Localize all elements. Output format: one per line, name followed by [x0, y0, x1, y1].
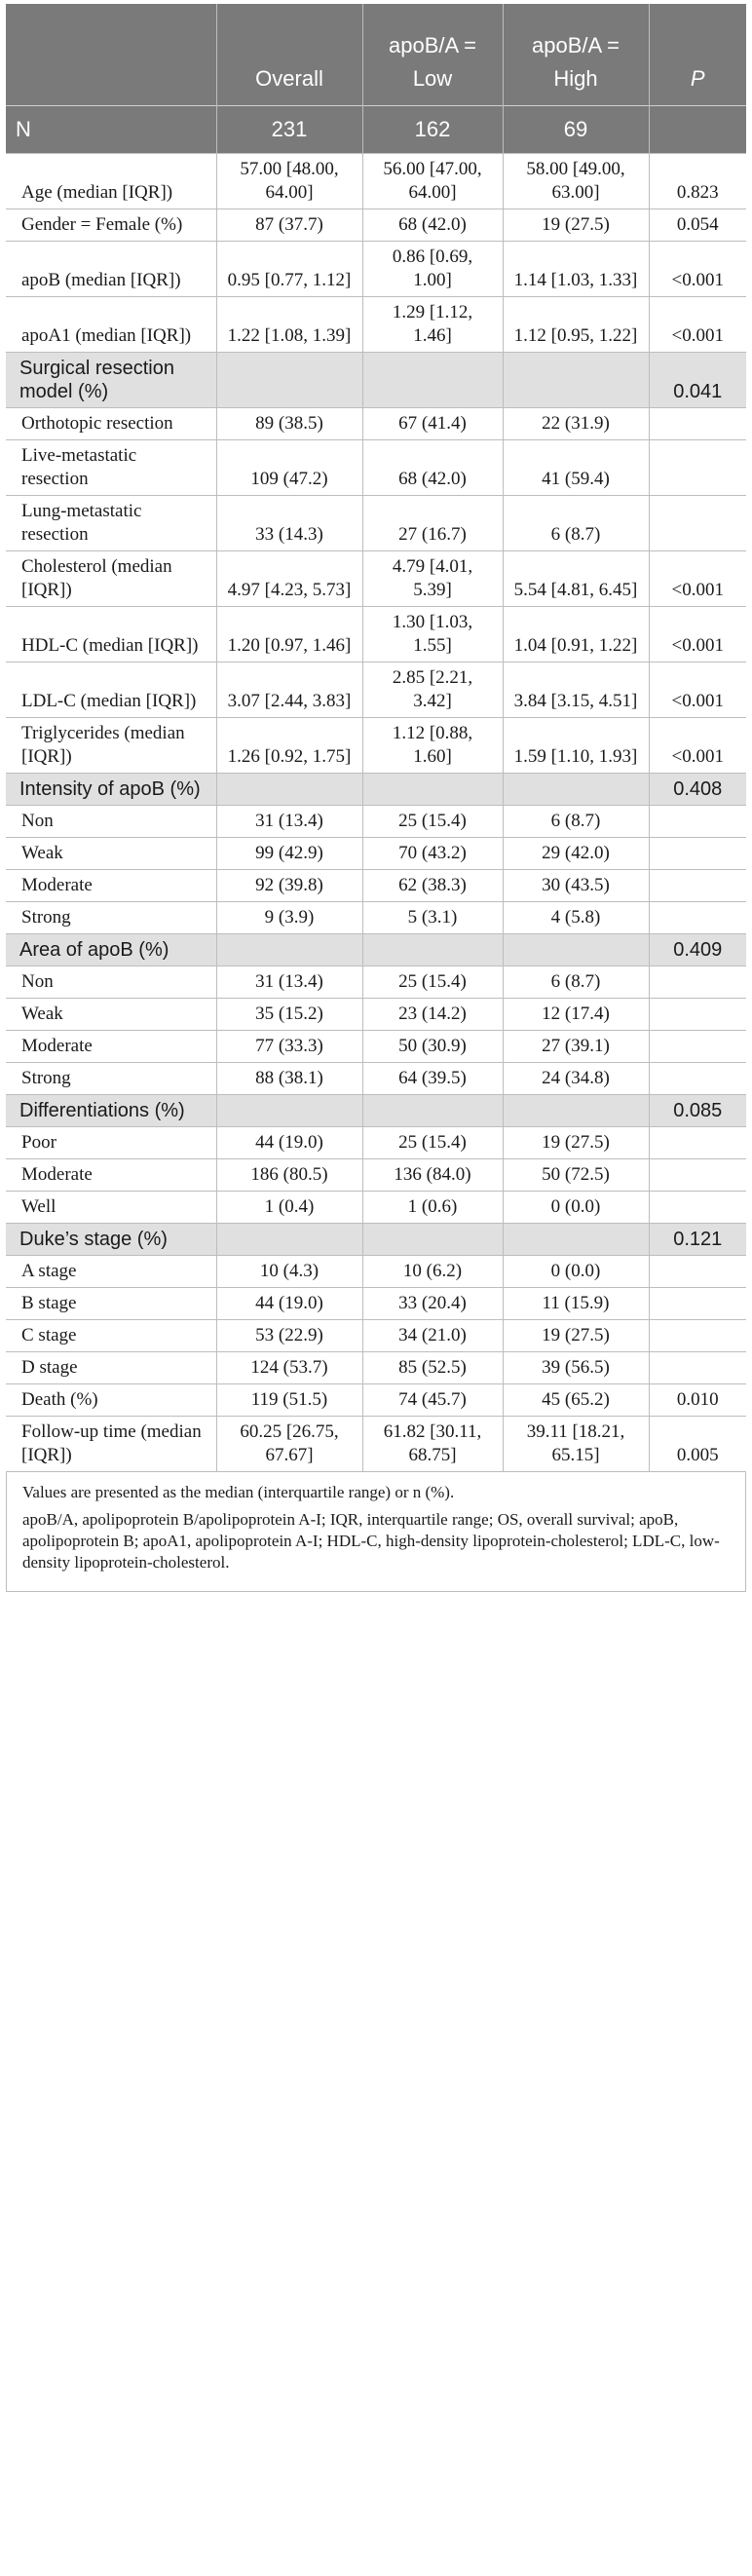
cell-low [362, 1224, 503, 1256]
table-row [6, 806, 746, 838]
table-row [6, 966, 746, 999]
row-label: Weak [6, 999, 216, 1031]
cell-p-value: 0.041 [649, 353, 746, 408]
row-label: Moderate [6, 870, 216, 902]
row-label: Well [6, 1192, 216, 1224]
cell-p-value [649, 1031, 746, 1063]
cell-low: 70 (43.2) [362, 838, 503, 870]
cell-overall: 31 (13.4) [216, 806, 362, 838]
cell-low: 1.29 [1.12, 1.46] [362, 297, 503, 353]
cell-low: 34 (21.0) [362, 1320, 503, 1352]
cell-high: 12 (17.4) [503, 999, 649, 1031]
cell-p-value: 0.085 [649, 1095, 746, 1127]
row-label: apoA1 (median [IQR]) [6, 297, 216, 353]
cell-high: 0 (0.0) [503, 1256, 649, 1288]
cell-high: 6 (8.7) [503, 806, 649, 838]
row-label: Area of apoB (%) [6, 934, 216, 966]
cell-high: 6 (8.7) [503, 496, 649, 551]
cell-low: 2.85 [2.21, 3.42] [362, 663, 503, 718]
cell-overall: 33 (14.3) [216, 496, 362, 551]
cell-p-value [649, 966, 746, 999]
cell-overall: 3.07 [2.44, 3.83] [216, 663, 362, 718]
n-p [649, 106, 746, 154]
cell-low [362, 934, 503, 966]
header-overall: Overall [216, 4, 362, 106]
row-label: Non [6, 966, 216, 999]
cell-low [362, 1095, 503, 1127]
header-apob-high: apoB/A = High [503, 4, 649, 106]
row-label: Duke’s stage (%) [6, 1224, 216, 1256]
row-label: A stage [6, 1256, 216, 1288]
cell-overall [216, 1095, 362, 1127]
cell-p-value [649, 1063, 746, 1095]
cell-overall: 99 (42.9) [216, 838, 362, 870]
footnote-line-2: apoB/A, apolipoprotein B/apolipoprotein A-I; IQR, interquartile range; OS, overall survival; apoB, apolipoprotein B; apoA1, apolipoprotein A-I; HDL-C, high-density lipoprotein-cholesterol; LDL-C, low-density lipoprotein-cholesterol. [22, 1510, 720, 1572]
cell-high: 30 (43.5) [503, 870, 649, 902]
cell-overall: 77 (33.3) [216, 1031, 362, 1063]
cell-overall: 44 (19.0) [216, 1288, 362, 1320]
cell-p-value [649, 1320, 746, 1352]
cell-high: 19 (27.5) [503, 1320, 649, 1352]
cell-overall: 4.97 [4.23, 5.73] [216, 551, 362, 607]
row-label: Lung-metastatic resection [6, 496, 216, 551]
table-row [6, 1031, 746, 1063]
category-row [6, 353, 746, 408]
cell-high: 1.59 [1.10, 1.93] [503, 718, 649, 774]
row-label: Death (%) [6, 1384, 216, 1417]
cell-overall: 1.26 [0.92, 1.75] [216, 718, 362, 774]
table-row [6, 1192, 746, 1224]
table-row [6, 242, 746, 297]
footnote-line-1: Values are presented as the median (interquartile range) or n (%). [22, 1483, 455, 1501]
cell-p-value [649, 902, 746, 934]
cell-p-value: <0.001 [649, 242, 746, 297]
cell-high: 1.12 [0.95, 1.22] [503, 297, 649, 353]
cell-high [503, 1095, 649, 1127]
row-label: D stage [6, 1352, 216, 1384]
cell-p-value [649, 440, 746, 496]
table-row [6, 1320, 746, 1352]
row-label: Poor [6, 1127, 216, 1159]
cell-p-value [649, 1127, 746, 1159]
header-label [6, 4, 216, 106]
cell-low: 25 (15.4) [362, 966, 503, 999]
cell-high [503, 774, 649, 806]
table-row [6, 1256, 746, 1288]
cell-high: 1.14 [1.03, 1.33] [503, 242, 649, 297]
cell-p-value: 0.054 [649, 209, 746, 242]
header-p-value: P [649, 4, 746, 106]
cell-p-value [649, 1256, 746, 1288]
table-row [6, 663, 746, 718]
cell-high: 58.00 [49.00, 63.00] [503, 154, 649, 209]
cell-high: 45 (65.2) [503, 1384, 649, 1417]
row-label: Weak [6, 838, 216, 870]
cell-high: 39.11 [18.21, 65.15] [503, 1417, 649, 1472]
cell-p-value [649, 408, 746, 440]
cell-low: 25 (15.4) [362, 806, 503, 838]
cell-overall [216, 934, 362, 966]
n-overall: 231 [216, 106, 362, 154]
cell-overall: 124 (53.7) [216, 1352, 362, 1384]
cell-low [362, 774, 503, 806]
cell-p-value: <0.001 [649, 718, 746, 774]
cell-overall: 1.20 [0.97, 1.46] [216, 607, 362, 663]
cell-low: 136 (84.0) [362, 1159, 503, 1192]
n-high: 69 [503, 106, 649, 154]
row-label: Age (median [IQR]) [6, 154, 216, 209]
row-label: LDL-C (median [IQR]) [6, 663, 216, 718]
cell-overall: 31 (13.4) [216, 966, 362, 999]
cell-overall: 0.95 [0.77, 1.12] [216, 242, 362, 297]
cell-p-value: 0.408 [649, 774, 746, 806]
cell-overall: 44 (19.0) [216, 1127, 362, 1159]
cell-overall: 88 (38.1) [216, 1063, 362, 1095]
row-label: Differentiations (%) [6, 1095, 216, 1127]
cell-high: 19 (27.5) [503, 209, 649, 242]
table-row [6, 1063, 746, 1095]
table-row [6, 1384, 746, 1417]
table-row [6, 1417, 746, 1472]
cell-low: 27 (16.7) [362, 496, 503, 551]
header-row [6, 4, 746, 106]
cell-low: 5 (3.1) [362, 902, 503, 934]
row-label: apoB (median [IQR]) [6, 242, 216, 297]
cell-overall: 119 (51.5) [216, 1384, 362, 1417]
table-footnote [6, 1472, 746, 1592]
cell-low: 1.12 [0.88, 1.60] [362, 718, 503, 774]
cell-p-value [649, 806, 746, 838]
cell-overall: 60.25 [26.75, 67.67] [216, 1417, 362, 1472]
cell-high: 11 (15.9) [503, 1288, 649, 1320]
row-label: Non [6, 806, 216, 838]
cell-overall: 1 (0.4) [216, 1192, 362, 1224]
cell-low: 67 (41.4) [362, 408, 503, 440]
cell-low: 23 (14.2) [362, 999, 503, 1031]
table-row [6, 838, 746, 870]
table-row [6, 870, 746, 902]
cell-p-value [649, 1352, 746, 1384]
cell-p-value [649, 1288, 746, 1320]
table-row [6, 1288, 746, 1320]
row-label: Triglycerides (median [IQR]) [6, 718, 216, 774]
table-row [6, 408, 746, 440]
cell-p-value: <0.001 [649, 297, 746, 353]
row-label: Surgical resection model (%) [6, 353, 216, 408]
table-row [6, 1352, 746, 1384]
n-row [6, 106, 746, 154]
cell-high: 27 (39.1) [503, 1031, 649, 1063]
table-row [6, 496, 746, 551]
category-row [6, 774, 746, 806]
cell-high: 29 (42.0) [503, 838, 649, 870]
cell-high [503, 934, 649, 966]
cell-overall: 57.00 [48.00, 64.00] [216, 154, 362, 209]
cell-overall: 9 (3.9) [216, 902, 362, 934]
table-row [6, 551, 746, 607]
cell-p-value: <0.001 [649, 607, 746, 663]
cell-p-value [649, 1159, 746, 1192]
cell-overall: 1.22 [1.08, 1.39] [216, 297, 362, 353]
row-label: Intensity of apoB (%) [6, 774, 216, 806]
table-row [6, 999, 746, 1031]
row-label: Orthotopic resection [6, 408, 216, 440]
cell-p-value: 0.010 [649, 1384, 746, 1417]
cell-p-value: <0.001 [649, 663, 746, 718]
table-row [6, 297, 746, 353]
cell-low: 74 (45.7) [362, 1384, 503, 1417]
cell-overall: 89 (38.5) [216, 408, 362, 440]
row-label: Gender = Female (%) [6, 209, 216, 242]
cell-low: 1 (0.6) [362, 1192, 503, 1224]
cell-high: 6 (8.7) [503, 966, 649, 999]
cell-overall: 53 (22.9) [216, 1320, 362, 1352]
cell-low: 85 (52.5) [362, 1352, 503, 1384]
cell-high: 5.54 [4.81, 6.45] [503, 551, 649, 607]
cell-low [362, 353, 503, 408]
row-label: Moderate [6, 1159, 216, 1192]
table-row [6, 718, 746, 774]
cell-low: 33 (20.4) [362, 1288, 503, 1320]
cell-overall [216, 353, 362, 408]
table-header [6, 4, 746, 154]
table-container [6, 4, 746, 1592]
table-body [6, 154, 746, 1472]
cell-high: 3.84 [3.15, 4.51] [503, 663, 649, 718]
header-apob-low: apoB/A = Low [362, 4, 503, 106]
row-label: Moderate [6, 1031, 216, 1063]
table-row [6, 1127, 746, 1159]
cell-low: 64 (39.5) [362, 1063, 503, 1095]
cell-high: 19 (27.5) [503, 1127, 649, 1159]
cell-high: 22 (31.9) [503, 408, 649, 440]
cell-p-value: 0.409 [649, 934, 746, 966]
table-row [6, 1159, 746, 1192]
cell-low: 50 (30.9) [362, 1031, 503, 1063]
table-row [6, 209, 746, 242]
cell-low: 68 (42.0) [362, 440, 503, 496]
cell-high: 39 (56.5) [503, 1352, 649, 1384]
row-label: Follow-up time (median [IQR]) [6, 1417, 216, 1472]
cell-low: 0.86 [0.69, 1.00] [362, 242, 503, 297]
row-label: Live-metastatic resection [6, 440, 216, 496]
cell-p-value [649, 870, 746, 902]
cell-low: 56.00 [47.00, 64.00] [362, 154, 503, 209]
cell-low: 10 (6.2) [362, 1256, 503, 1288]
cell-low: 62 (38.3) [362, 870, 503, 902]
cell-p-value: 0.005 [649, 1417, 746, 1472]
cell-p-value [649, 999, 746, 1031]
n-label: N [6, 106, 216, 154]
cell-p-value: <0.001 [649, 551, 746, 607]
cell-high [503, 353, 649, 408]
cell-overall: 186 (80.5) [216, 1159, 362, 1192]
category-row [6, 934, 746, 966]
cell-p-value [649, 1192, 746, 1224]
cell-low: 25 (15.4) [362, 1127, 503, 1159]
cell-low: 68 (42.0) [362, 209, 503, 242]
cell-low: 61.82 [30.11, 68.75] [362, 1417, 503, 1472]
table-row [6, 902, 746, 934]
cell-overall: 10 (4.3) [216, 1256, 362, 1288]
cell-low: 1.30 [1.03, 1.55] [362, 607, 503, 663]
cell-high: 50 (72.5) [503, 1159, 649, 1192]
cell-p-value [649, 838, 746, 870]
row-label: Strong [6, 902, 216, 934]
cell-high: 0 (0.0) [503, 1192, 649, 1224]
cell-p-value [649, 496, 746, 551]
cell-p-value: 0.823 [649, 154, 746, 209]
n-low: 162 [362, 106, 503, 154]
row-label: Strong [6, 1063, 216, 1095]
cell-low: 4.79 [4.01, 5.39] [362, 551, 503, 607]
row-label: C stage [6, 1320, 216, 1352]
cell-high: 24 (34.8) [503, 1063, 649, 1095]
cell-overall: 87 (37.7) [216, 209, 362, 242]
cell-high [503, 1224, 649, 1256]
cell-overall [216, 774, 362, 806]
baseline-characteristics-table [6, 4, 746, 1472]
table-row [6, 440, 746, 496]
cell-overall [216, 1224, 362, 1256]
cell-high: 4 (5.8) [503, 902, 649, 934]
row-label: HDL-C (median [IQR]) [6, 607, 216, 663]
category-row [6, 1095, 746, 1127]
category-row [6, 1224, 746, 1256]
cell-overall: 92 (39.8) [216, 870, 362, 902]
cell-overall: 109 (47.2) [216, 440, 362, 496]
cell-high: 41 (59.4) [503, 440, 649, 496]
cell-high: 1.04 [0.91, 1.22] [503, 607, 649, 663]
row-label: B stage [6, 1288, 216, 1320]
row-label: Cholesterol (median [IQR]) [6, 551, 216, 607]
cell-p-value: 0.121 [649, 1224, 746, 1256]
table-row [6, 607, 746, 663]
table-row [6, 154, 746, 209]
cell-overall: 35 (15.2) [216, 999, 362, 1031]
